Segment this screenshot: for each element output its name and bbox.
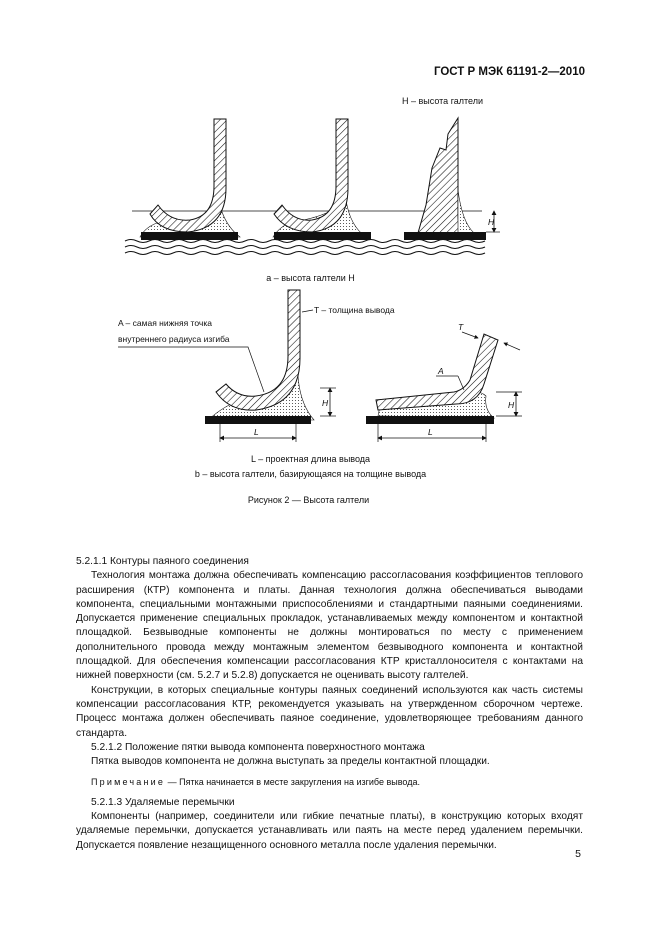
- paragraph: Конструкции, в которых специальные контуры паяных соединений используются как часть системы компенсации рассогласования КТР, рекомендуется указывать на утвержденном сборочном чертеже. Процесс монтажа должен обеспечивать паяное соединение, удовлетворяющее требованиям данного стандарта.: [76, 684, 583, 739]
- paragraph: Компоненты (например, соединители или гибкие печатные платы), в конструкцию которых входят удаляемые перемычки, допускается устанавливать или паять на месте перед удалением перемычки. Допускается появление незащищенного основного металла после удаления перемычки.: [76, 811, 583, 851]
- lead-1: [140, 119, 240, 240]
- caption-a: a – высота галтели H: [266, 273, 355, 283]
- lead-2: [273, 119, 371, 240]
- caption-l: L – проектная длина вывода: [250, 454, 371, 464]
- paragraph: Пятка выводов компонента не должна выступать за пределы контактной площадки.: [91, 756, 490, 768]
- label-t-short: T: [458, 322, 464, 332]
- pad-2: [274, 232, 371, 240]
- section-heading-5-2-1-1: 5.2.1.1 Контуры паяного соединения: [76, 556, 249, 567]
- solder-fillet-3: [458, 190, 474, 233]
- label-h-height: H – высота галтели: [402, 96, 484, 106]
- label-a-line2: внутреннего радиуса изгиба: [118, 334, 230, 344]
- label-h-b-left: H: [322, 398, 329, 408]
- leadless-component: [404, 118, 486, 240]
- board-waves: [125, 240, 485, 255]
- page-number: 5: [575, 848, 581, 860]
- section-heading-5-2-1-2: 5.2.1.2 Положение пятки вывода компонента поверхностного монтажа: [91, 741, 425, 753]
- label-a-short: A: [438, 366, 444, 376]
- lead-b-right: [366, 322, 522, 442]
- label-l-left: L: [254, 427, 259, 437]
- note-label: Примечание: [91, 777, 166, 788]
- label-a-line1: A – самая нижняя точка: [118, 318, 212, 328]
- label-t-thickness: T – толщина вывода: [314, 305, 395, 315]
- pad-1: [141, 232, 238, 240]
- paragraph: Технология монтажа должна обеспечивать компенсацию рассогласования коэффициентов теплового расширения (КТР) компонента и платы. Данная технология должна обеспечиваться выводами компонента, специальными монтажными приспособлениями и стандартными паяными соединениями. Допускается применение специальных прокладок, устанавливаемых между компонентом и контактной площадкой. Безвыводные компоненты не должны монтироваться по месту с применением дополнительного провода между монтажным элементом безвыводного компонента и контактной площадкой. Для обеспечения компенсации рассогласования КТР кристаллоносителя с контактами на нижней поверхности (см. 5.2.7 и 5.2.8) допускается не оценивать высоту галтелей.: [76, 570, 583, 682]
- note: [76, 775, 583, 789]
- dimension-h-a: [486, 211, 500, 232]
- caption-b: b – высота галтели, базирующаяся на толщине вывода: [194, 469, 427, 479]
- lead-body-b-left: [216, 290, 300, 410]
- pad-b-left: [205, 416, 311, 424]
- note-text: — Пятка начинается в месте закругления на изгибе вывода.: [167, 777, 420, 788]
- leader-a: [118, 347, 264, 392]
- section-heading-5-2-1-3: 5.2.1.3 Удаляемые перемычки: [91, 796, 235, 808]
- component-body-c: [418, 118, 460, 233]
- pad-3: [404, 232, 486, 240]
- lead-body-2: [274, 119, 348, 232]
- pad-b-right: [366, 416, 494, 424]
- label-l-right: L: [428, 427, 433, 437]
- label-h-a: H: [488, 217, 495, 227]
- body-text: [76, 555, 583, 853]
- lead-body-1: [150, 119, 226, 232]
- label-h-b-right: H: [508, 400, 515, 410]
- figure-title: Рисунок 2 — Высота галтели: [247, 495, 370, 505]
- standard-header: ГОСТ Р МЭК 61191-2—2010: [433, 66, 585, 78]
